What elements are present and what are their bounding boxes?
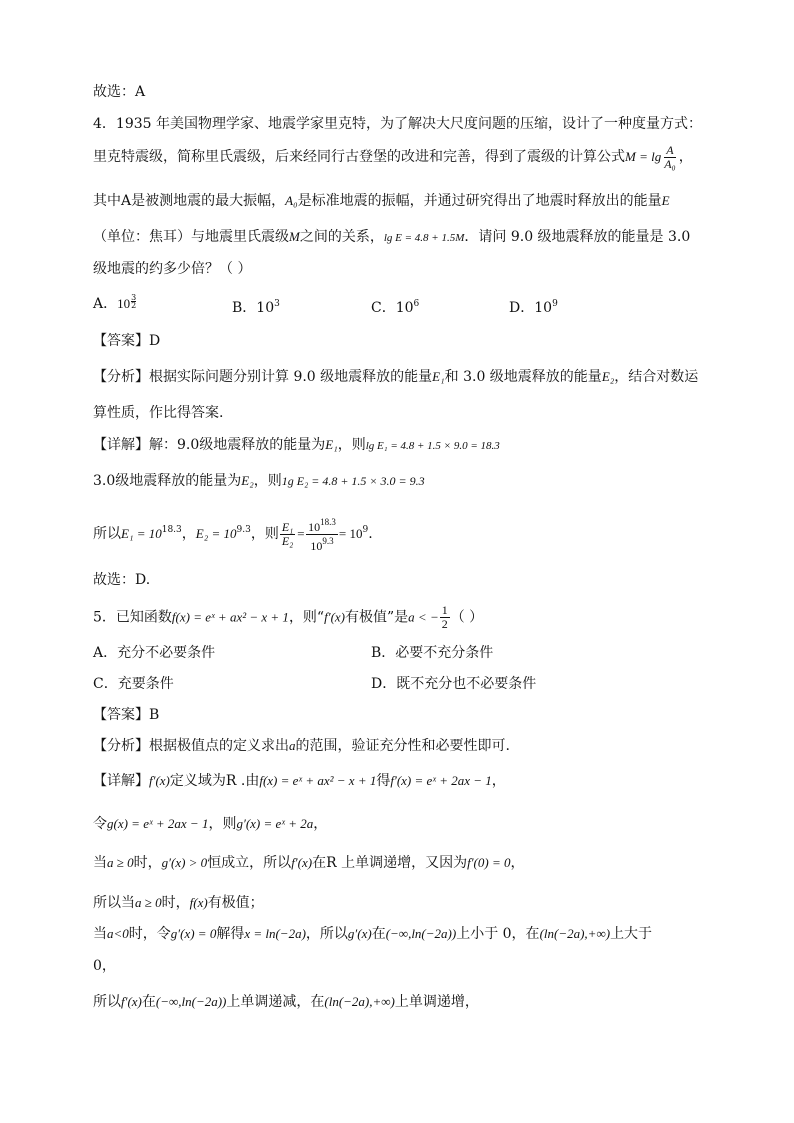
interval: (−∞,ln(−2a)) [385, 926, 457, 941]
q5-detail-line-5 [93, 924, 734, 944]
symbol-a0: A₀ [285, 193, 298, 208]
analysis-text: 根据实际问题分别计算 9.0 级地震释放的能量 [149, 369, 433, 385]
symbol-a: a [289, 738, 296, 753]
denominator-base: 10 [310, 538, 323, 553]
interval: (ln(−2a),+∞) [324, 994, 395, 1009]
option-label: A． [93, 645, 118, 661]
q5-text: （ ） [450, 609, 484, 626]
derivative-symbol: f′(x) [324, 609, 345, 625]
function-symbol: f(x) [189, 895, 208, 910]
q4-stem-line-3 [93, 191, 734, 211]
detail-text: 解：9.0级地震释放的能量为 [149, 437, 326, 453]
q4-text: ．请问 9.0 级地震释放的能量是 3.0 [464, 229, 691, 245]
q5-answer [93, 705, 734, 725]
detail-text: ，所以 [305, 926, 348, 942]
g-definition: g(x) = eˣ + 2ax − 1 [107, 816, 209, 831]
q4-detail-line-2 [93, 471, 734, 491]
fraction-numerator: E₁ [281, 519, 294, 534]
answer-value: B [149, 707, 160, 723]
option-label: D． [509, 300, 535, 316]
q4-stem-line-2: 里克特震级，简称里氏震级，后来经同行古登堡的改进和完善，得到了震级的计算公式M = lg $\frac{A}{\text{A₀}}$ ， [93, 142, 693, 171]
q5-detail-line-6: 0， [93, 958, 116, 974]
detail-text: 在 [141, 994, 156, 1010]
q5-option-d[interactable] [371, 674, 536, 694]
detail-text: ，则 [253, 473, 282, 489]
q5-text: ，则“ [288, 609, 325, 626]
q4-text: 是标准地震的振幅，并通过研究得出了地震时释放出的能量 [297, 193, 662, 209]
g-derivative: g′(x) = eˣ + 2a [236, 816, 314, 831]
derivative-symbol: f′(x) [291, 855, 313, 870]
amplitude-fraction [662, 144, 678, 171]
option-exponent: 3 [274, 299, 280, 309]
detail-text: 得 [376, 773, 391, 789]
equation: g′(x) = 0 [170, 926, 217, 941]
exponent: 18.3 [320, 516, 336, 527]
detail-text: 所以 [93, 526, 121, 542]
q4-detail-line-3 [93, 512, 734, 553]
analysis-text: 和 3.0 级地震释放的能量 [444, 369, 602, 385]
detail-text: 上单调递减，在 [226, 994, 325, 1010]
numerator-base: 10 [308, 519, 321, 534]
option-text: 充分不必要条件 [117, 645, 216, 661]
q4-analysis-line-1 [93, 367, 734, 387]
detail-text: ，则 [208, 816, 237, 832]
q4-answer [93, 331, 734, 351]
derivative-symbol: f′(x) [121, 994, 142, 1009]
power-ratio-fraction [306, 516, 338, 553]
interval: (ln(−2a),+∞) [539, 926, 611, 941]
q4-text: 其中A是被测地震的最大振幅， [93, 193, 286, 209]
detail-text: 3.0级地震释放的能量为 [93, 473, 242, 489]
analysis-tag: 【分析】 [93, 369, 149, 385]
symbol-m: M [289, 229, 300, 244]
q4-text: （单位：焦耳）与地震里氏震级 [93, 229, 289, 245]
detail-tag: 【详解】 [93, 437, 149, 453]
option-text: 充要条件 [117, 676, 174, 692]
detail-text: ，则 [250, 526, 279, 542]
option-label: B． [232, 300, 257, 316]
analysis-text: 的范围，验证充分性和必要性即可. [295, 738, 510, 754]
q4-stem-line-5: 级地震的约多少倍？（ ） [93, 261, 252, 277]
equation: lg E₁ = 4.8 + 1.5 × 9.0 = 18.3 [365, 440, 500, 452]
q5-detail-line-3 [93, 853, 734, 873]
detail-text: 在 [371, 926, 386, 942]
derivative-symbol: f′(x) [149, 773, 170, 788]
symbol-e: E [661, 193, 670, 208]
fraction-numerator: 1 [441, 603, 448, 617]
q4-option-b[interactable] [232, 294, 280, 318]
detail-text: . [368, 526, 373, 542]
detail-text: 时，令 [128, 926, 171, 942]
richter-formula: M = lg [625, 149, 662, 164]
detail-text: 恒成立，所以 [207, 855, 292, 871]
detail-text: 有极值； [207, 895, 264, 911]
symbol-e1: E₁ [432, 369, 445, 384]
exp-numerator: 3 [131, 293, 137, 302]
energy-formula: lg E = 4.8 + 1.5M [383, 232, 465, 244]
detail-text: 在R 上单调递增，又因为 [312, 855, 468, 871]
q4-option-a[interactable] [93, 294, 136, 314]
interval: (−∞,ln(−2a)) [155, 994, 227, 1009]
symbol-e2: E₂ [241, 473, 254, 488]
option-base: 10 [395, 300, 414, 316]
q5-detail-line-7 [93, 992, 734, 1012]
analysis-text: ，结合对数运 [614, 369, 699, 385]
g-derivative: g′(x) [347, 926, 372, 941]
detail-tag: 【详解】 [93, 773, 149, 789]
q4-stem-line-4 [93, 227, 734, 248]
half-fraction [440, 604, 450, 631]
detail-text: 所以当 [93, 895, 135, 911]
condition: a < − [408, 609, 439, 625]
option-base: 10 [534, 300, 553, 316]
fraction-numerator: A [666, 142, 674, 157]
detail-text: ，则 [337, 437, 366, 453]
detail-text: 解得 [216, 926, 245, 942]
q5-option-b[interactable] [371, 643, 493, 663]
option-exponent-fraction [131, 294, 136, 309]
option-label: C． [371, 300, 396, 316]
detail-text: 上大于 [610, 926, 653, 942]
condition: a<0 [107, 926, 129, 941]
detail-text: 定义域为R .由 [169, 773, 260, 789]
answer-tag: 【答案】 [93, 707, 149, 723]
function-definition: f(x) = eˣ + ax² − x + 1 [171, 609, 289, 625]
exponent: 9 [362, 525, 369, 535]
q4-detail-line-1 [93, 435, 734, 456]
q5-detail-line-1 [93, 771, 734, 791]
energy-ratio-fraction [280, 521, 296, 548]
detail-text: ， [491, 773, 506, 789]
option-label: B． [371, 645, 396, 661]
inequality: g′(x) > 0 [161, 855, 208, 870]
option-text: 既不充分也不必要条件 [396, 676, 537, 692]
fraction-denominator [308, 535, 335, 553]
detail-text: 上单调递增， [394, 994, 479, 1010]
q4-option-d[interactable] [509, 294, 558, 318]
exponent: 9.3 [236, 525, 251, 535]
equation: f′(0) = 0 [467, 855, 511, 870]
q4-option-c[interactable] [371, 294, 419, 318]
option-label: D． [371, 676, 397, 692]
condition: a ≥ 0 [135, 895, 162, 910]
detail-text: 令 [93, 816, 107, 832]
exponent: 9.3 [322, 535, 334, 546]
detail-text: 时， [133, 855, 162, 871]
option-label: A． [93, 296, 118, 312]
equals-sign: = [296, 526, 306, 541]
fraction-denominator: 2 [441, 617, 448, 631]
option-base: 10 [117, 296, 131, 311]
q4-text: 之间的关系， [299, 229, 384, 245]
detail-text: 当 [93, 926, 107, 942]
q5-text: 有极值”是 [345, 609, 409, 626]
detail-text: ， [313, 816, 328, 832]
derivative-formula: f′(x) = eˣ + 2ax − 1 [390, 773, 492, 788]
detail-text: ， [181, 526, 196, 542]
equation: 1g E₂ = 4.8 + 1.5 × 3.0 = 9.3 [281, 474, 425, 488]
function-definition: f(x) = eˣ + ax² − x + 1 [259, 773, 377, 788]
analysis-text: 根据极值点的定义求出 [149, 738, 289, 754]
fraction-numerator [306, 516, 338, 535]
q5-analysis [93, 736, 734, 756]
option-base: 10 [256, 300, 275, 316]
answer-tag: 【答案】 [93, 333, 149, 349]
option-exponent: 9 [552, 299, 558, 309]
condition: a ≥ 0 [107, 855, 134, 870]
q4-stem-line-1: 4．1935 年美国物理学家、地震学家里克特，为了解决大尺度问题的压缩，设计了一种度量方式： [93, 116, 702, 132]
result: = 10 [338, 526, 363, 541]
option-exponent: 6 [413, 299, 420, 309]
detail-text: 上小于 0，在 [456, 926, 540, 942]
detail-text: 时， [161, 895, 190, 911]
q5-option-c[interactable] [93, 674, 174, 694]
analysis-tag: 【分析】 [93, 738, 149, 754]
option-label: C． [93, 676, 118, 692]
exp-denominator: 2 [131, 301, 137, 310]
option-text: 必要不充分条件 [395, 645, 494, 661]
solution: x = ln(−2a) [244, 926, 306, 941]
q4-analysis-line-2: 算性质，作比得答案. [93, 405, 224, 421]
detail-text: 当 [93, 855, 107, 871]
q4-conclusion: 故选：D. [93, 572, 151, 588]
symbol-e1: E₁ [325, 437, 338, 452]
q5-option-a[interactable] [93, 643, 215, 663]
fraction-denominator: E₂ [281, 533, 294, 548]
q5-detail-line-4 [93, 893, 734, 913]
q5-text: 5．已知函数 [93, 609, 172, 626]
q3-conclusion: 故选：A [93, 84, 146, 100]
fraction-denominator: A₀ [664, 156, 676, 171]
q4-stem-text: 里克特震级，简称里氏震级，后来经同行古登堡的改进和完善，得到了震级的计算公式 [93, 149, 625, 165]
detail-text: ， [510, 855, 525, 871]
q5-detail-line-2 [93, 814, 734, 834]
exponent: 18.3 [161, 525, 182, 535]
symbol-e2: E₂ [601, 369, 615, 384]
equation: E₂ = 10 [195, 526, 237, 541]
answer-value: D [149, 333, 161, 349]
detail-text: 所以 [93, 994, 121, 1010]
q5-stem [93, 604, 734, 631]
equation: E₁ = 10 [121, 526, 162, 541]
